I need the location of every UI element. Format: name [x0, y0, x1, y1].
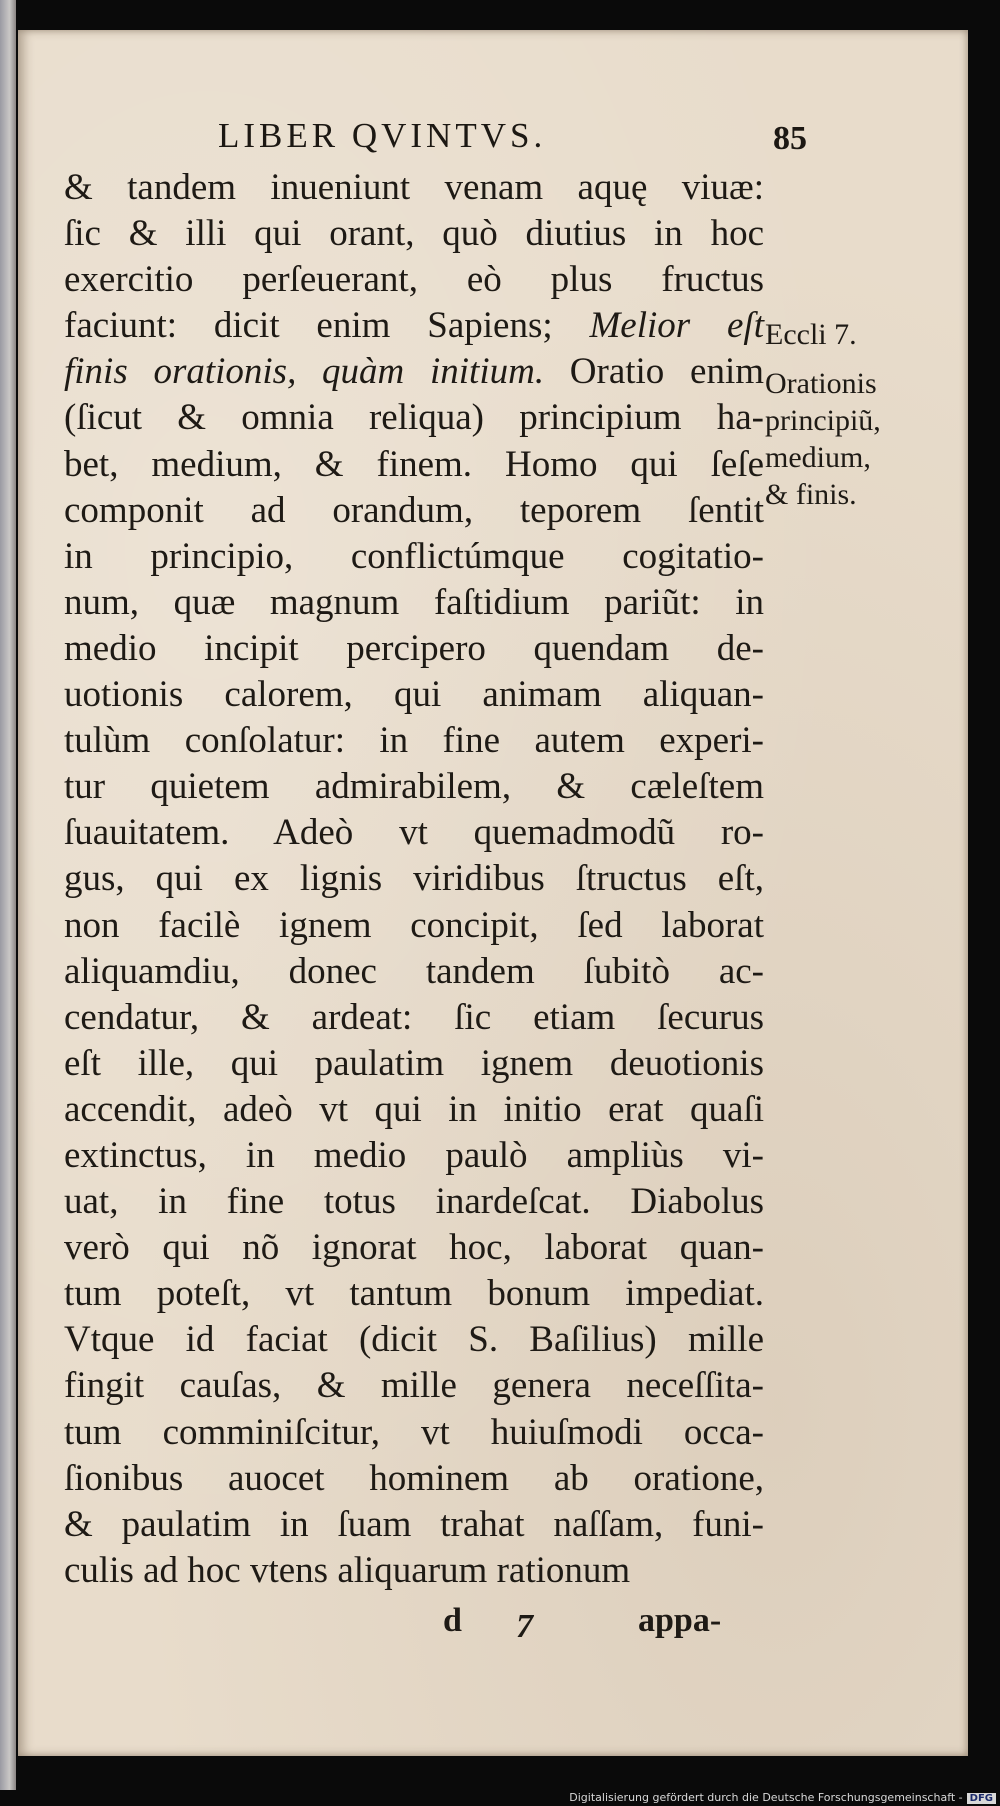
- text-line: uat, in fine totus inardeſcat. Diabolus: [64, 1181, 764, 1223]
- signature-mark: d: [443, 1602, 462, 1639]
- credit-text: Digitalisierung gefördert durch die Deutsche Forschungsgemeinschaft -: [569, 1791, 963, 1804]
- text-line: exercitio perſeuerant, eò plus fructus: [64, 259, 764, 301]
- text-line: fingit cauſas, & mille genera neceſſita-: [64, 1365, 764, 1407]
- text-line: ſuauitatem. Adeò vt quemadmodũ ro-: [64, 812, 764, 854]
- catchword: appa-: [638, 1602, 722, 1639]
- running-title: LIBER QVINTVS.: [218, 116, 547, 155]
- text-line: medio incipit percipero quendam de-: [64, 627, 764, 669]
- margin-note-line: medium,: [765, 441, 871, 474]
- text-line: (ſicut & omnia reliqua) principium ha-: [64, 397, 764, 439]
- margin-note-line: Orationis: [765, 367, 877, 400]
- text-line: tum poteſt, vt tantum bonum impediat.: [64, 1273, 764, 1315]
- margin-note-reference: Eccli 7.: [765, 318, 857, 351]
- text-segment: Oratio enim: [544, 351, 765, 393]
- text-line: eſt ille, qui paulatim ignem deuotionis: [64, 1042, 764, 1084]
- text-line: & tandem inueniunt venam aquę viuæ:: [64, 167, 764, 208]
- text-line: non facilè ignem concipit, ſed laborat: [64, 904, 764, 946]
- text-line: [64, 349, 764, 395]
- text-line: verò qui nõ ignorat hoc, laborat quan-: [64, 1227, 764, 1269]
- text-line: num, quæ magnum faſtidium pariũt: in: [64, 581, 764, 623]
- signature-number: 7: [516, 1608, 533, 1645]
- text-line: [64, 303, 764, 349]
- text-line: uotionis calorem, qui animam aliquan-: [64, 674, 764, 716]
- text-line: aliquamdiu, donec tandem ſubitò ac-: [64, 950, 764, 992]
- text-line: componit ad orandum, teporem ſentit: [64, 489, 764, 531]
- text-segment: faciunt: dicit enim Sapiens;: [64, 305, 590, 347]
- text-line: tulùm conſolatur: in fine autem experi-: [64, 720, 764, 762]
- scripture-quote: finis orationis, quàm initium.: [64, 351, 545, 393]
- text-line: ſic & illi qui orant, quò diutius in hoc: [64, 213, 764, 255]
- text-line: accendit, adeò vt qui in initio erat quaſi: [64, 1088, 764, 1130]
- scripture-quote: Melior eſt: [589, 305, 764, 347]
- digitization-credit: [569, 1791, 996, 1804]
- book-page: [18, 30, 968, 1756]
- text-line: bet, medium, & finem. Homo qui ſeſe: [64, 443, 764, 485]
- text-line: cendatur, & ardeat: ſic etiam ſecurus: [64, 996, 764, 1038]
- text-line: ſionibus auocet hominem ab oratione,: [64, 1457, 764, 1499]
- body-text: [64, 165, 764, 1594]
- text-line: Vtque id faciat (dicit S. Baſilius) mille: [64, 1319, 764, 1361]
- book-edge: [0, 0, 16, 1790]
- text-line: gus, qui ex lignis viridibus ſtructus eſt,: [64, 858, 764, 900]
- margin-notes: [765, 316, 970, 513]
- text-line: tum comminiſcitur, vt huiuſmodi occa-: [64, 1411, 764, 1453]
- text-line: & paulatim in ſuam trahat naſſam, funi-: [64, 1503, 764, 1545]
- text-line: extinctus, in medio paulò ampliùs vi-: [64, 1134, 764, 1176]
- dfg-logo: DFG: [967, 1793, 996, 1804]
- text-line: culis ad hoc vtens aliquarum rationum: [64, 1549, 631, 1591]
- margin-note-line: & finis.: [765, 478, 857, 511]
- text-line: in principio, conflictúmque cogitatio-: [64, 535, 764, 577]
- text-line: tur quietem admirabilem, & cæleſtem: [64, 766, 764, 808]
- margin-note-line: principiũ,: [765, 404, 881, 437]
- page-footer: [443, 1602, 748, 1645]
- page-number: 85: [773, 120, 807, 157]
